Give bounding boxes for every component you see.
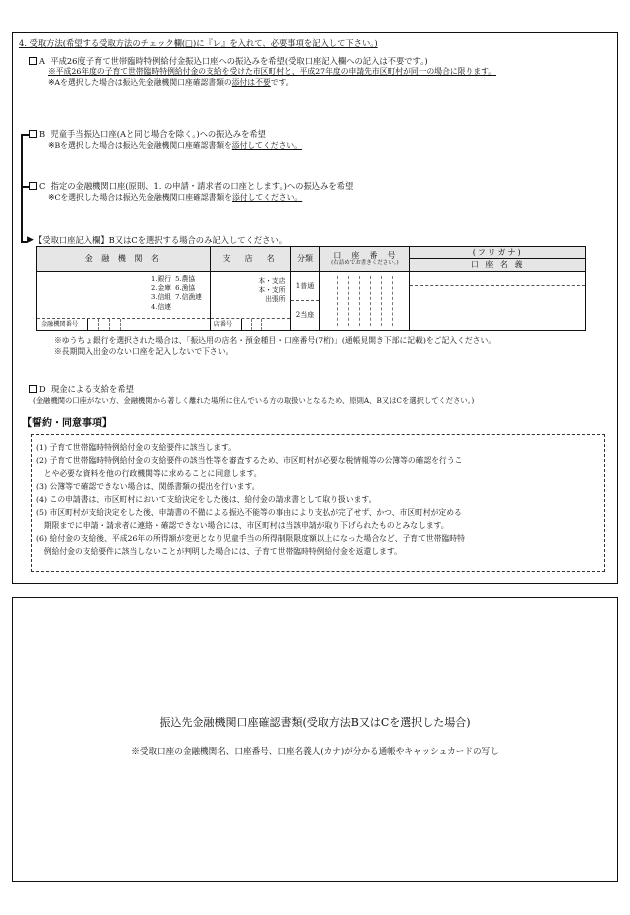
- pledge-item-2: (2) 子育て世帯臨時特例給付金の支給要件の該当性等を審査するため、市区町村が必要な税情報等の公簿等の確認を行うこ: [36, 456, 463, 465]
- option-b-checkbox[interactable]: [29, 130, 37, 138]
- branch-code-boxes[interactable]: [241, 319, 271, 330]
- attachment-title: 振込先金融機関口座確認書類(受取方法B又はCを選択した場合): [159, 716, 471, 729]
- branch-code-row: 店番号: [211, 318, 290, 330]
- option-a-note-same-municipality: ※平成26年度の子育て世帯臨時特例給付金の支給を受けた市区町村と、平成27年度の申請先市区町村が同一の場合に限ります。: [48, 67, 497, 76]
- account-entry-heading: 【受取口座記入欄】B又はCを選択する場合のみ記入してください。: [34, 235, 288, 245]
- bank-name-cell[interactable]: [37, 272, 211, 331]
- account-holder-furigana-field[interactable]: [410, 272, 585, 286]
- bank-code-boxes[interactable]: [87, 319, 131, 330]
- option-c-checkbox[interactable]: [29, 182, 37, 190]
- account-holder-name-field[interactable]: [410, 286, 585, 330]
- account-holder-cell[interactable]: [410, 272, 586, 331]
- option-d-row: [29, 384, 134, 394]
- option-c-note: ※Cを選択した場合は振込先金融機関口座確認書類を添付してください。: [48, 193, 303, 202]
- option-a-row: [29, 56, 428, 66]
- option-d-note: (金融機関の口座がない方、金融機関から著しく離れた場所に住んでいる方の取扱いとなるため、原則A、B又はCを選択してください。): [33, 396, 475, 405]
- option-b-label: 児童手当振込口座(Aと同じ場合を除く。)への振込みを希望: [50, 129, 266, 139]
- option-d-code: D: [39, 384, 46, 394]
- option-a-label: 平成26度子育て世帯臨時特例給付金振込口座への振込みを希望(受取口座記入欄への記入は不要です。): [50, 56, 428, 66]
- section-4-heading: 4. 受取方法(希望する受取方法のチェック欄(□)に『レ』を入れて、必要事項を記入して下さい。): [19, 38, 378, 48]
- pledge-item-6: (6) 給付金の支給後、平成26年の所得額が変更となり児童手当の所得制限限度額以上になった場合など、子育て世帯臨時特: [36, 534, 465, 543]
- branch-type-options: 本・支店 本・支所 出張所: [258, 277, 286, 304]
- account-number-cell[interactable]: [320, 272, 410, 331]
- yucho-bank-note: ※ゆうちょ銀行を選択された場合は、「振込用の店名・預金種目・口座番号(7桁)」(通帳見開き下部に記載)をご記入ください。: [54, 336, 497, 345]
- branch-name-header: 支 店 名: [210, 247, 290, 272]
- pledge-heading: 【誓約・同意事項】: [22, 418, 112, 429]
- bank-code-row: 金融機関番号: [37, 318, 210, 330]
- bank-account-table: [36, 246, 586, 331]
- option-c-row: [29, 181, 353, 191]
- account-number-header: 口 座 番 号 (右詰めでお書きください。): [320, 247, 410, 272]
- option-b-note: ※Bを選択した場合は振込先金融機関口座確認書類を添付してください。: [48, 141, 302, 150]
- option-a-checkbox[interactable]: [29, 57, 37, 65]
- option-c-label: 指定の金融機関口座(原則、1. の申請・請求者の口座とします。)への振込みを希望: [50, 181, 354, 191]
- pledge-item-1: (1) 子育て世帯臨時特例給付金の支給要件に該当します。: [36, 443, 237, 452]
- account-type-current[interactable]: 2当座: [295, 311, 315, 319]
- account-holder-header: (フリガナ) 口 座 名 義: [410, 247, 586, 272]
- pledge-item-5-cont: 期限までに申請・請求者に連絡・確認できない場合には、市区町村は当該申請が取り下げられたものとみなします。: [36, 521, 449, 530]
- arrow-right-icon: ▶: [27, 235, 34, 245]
- pledge-item-4: (4) この申請書は、市区町村において支給決定をした後は、給付金の請求書として取り扱います。: [36, 495, 377, 504]
- pledge-item-5: (5) 市区町村が支給決定をした後、申請書の不備による振込不能等の事由により支払が完了せず、かつ、市区町村が定める: [36, 508, 462, 517]
- pledge-item-6-cont: 例給付金の支給要件に該当しないことが判明した場合には、子育て世帯臨時特例給付金を返還します。: [36, 547, 402, 556]
- branch-name-cell[interactable]: [210, 272, 290, 331]
- option-d-checkbox[interactable]: [29, 385, 37, 393]
- pledge-item-3: (3) 公簿等で確認できない場合は、関係書類の提出を行います。: [36, 482, 260, 491]
- account-type-header: 分類: [290, 247, 320, 272]
- option-b-code: B: [39, 129, 46, 139]
- attachment-frame[interactable]: [12, 597, 618, 882]
- option-a-code: A: [39, 56, 45, 66]
- dormant-account-note: ※長期間入出金のない口座を記入しないで下さい。: [54, 347, 234, 356]
- attachment-note: ※受取口座の金融機関名、口座番号、口座名義人(カナ)が分かる通帳やキャッシュカードの写し: [131, 747, 499, 757]
- option-c-code: C: [39, 181, 46, 191]
- option-a-note-attachment: ※Aを選択した場合は振込先金融機関口座確認書類の添付は不要です。: [48, 78, 294, 87]
- options-bracket-line: [21, 134, 23, 242]
- bank-name-header: 金 融 機 関 名: [37, 247, 211, 272]
- option-d-label: 現金による支給を希望: [50, 384, 134, 394]
- account-type-ordinary[interactable]: 1普通: [291, 272, 320, 301]
- option-b-row: [29, 129, 266, 139]
- pledge-item-2-cont: とや必要な資料を他の行政機関等に求めることに同意します。: [36, 469, 262, 478]
- bank-type-options: 1.銀行 2.金庫 3.信組 4.信連 5.農協 6.漁協 7.信漁連: [151, 275, 202, 311]
- account-type-cell[interactable]: [290, 272, 320, 331]
